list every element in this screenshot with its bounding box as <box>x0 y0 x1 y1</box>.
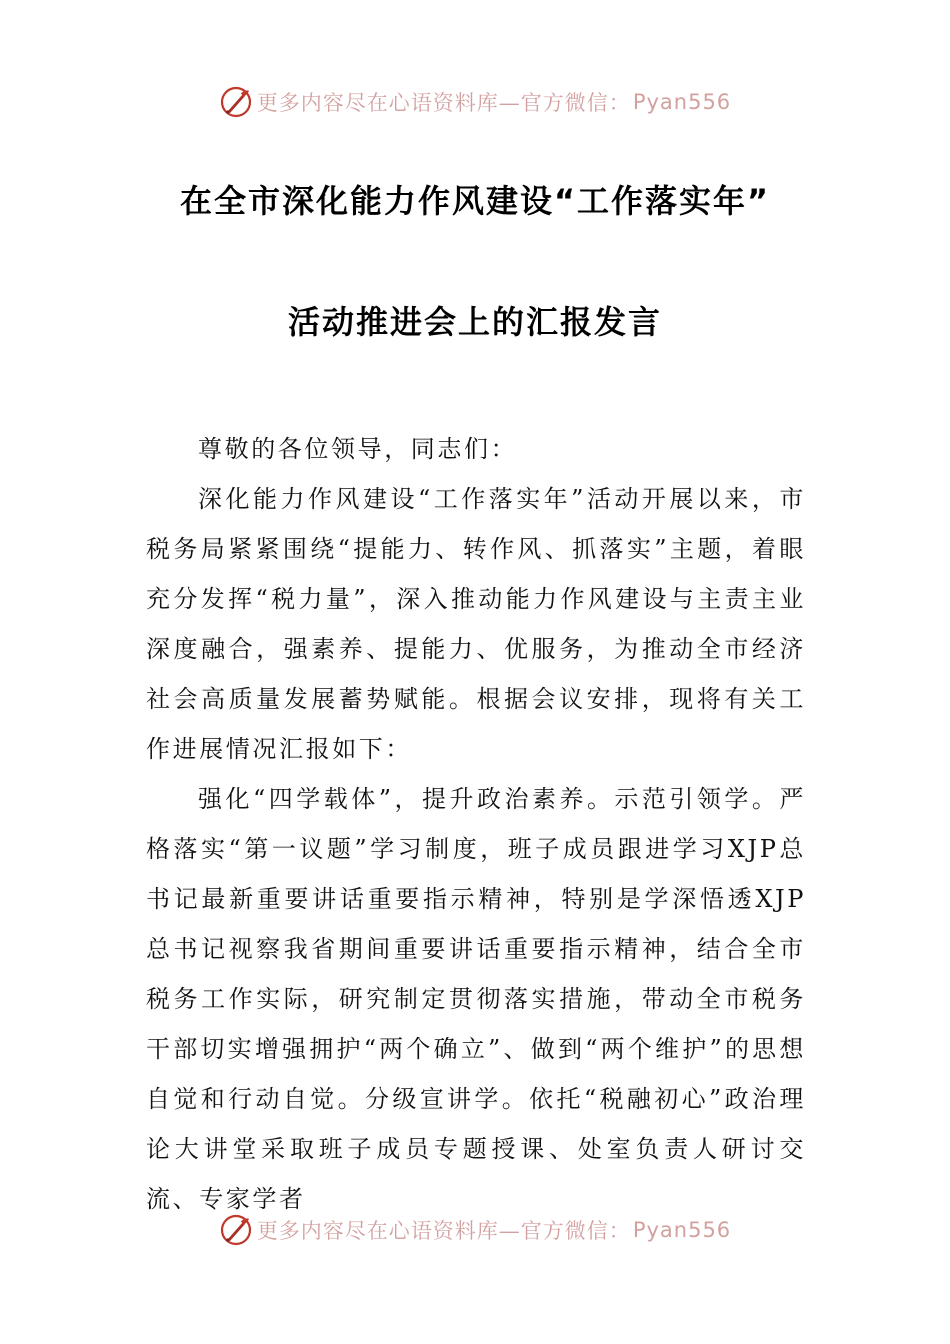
watermark-banner-top <box>0 82 950 122</box>
watermark-banner-bottom <box>0 1210 950 1250</box>
watermark-text: 更多内容尽在心语资料库—官方微信： <box>256 1219 631 1243</box>
document-title-line-1: 在全市深化能力作风建设“工作落实年” <box>179 182 771 220</box>
document-title-line-2: 活动推进会上的汇报发言 <box>287 303 662 341</box>
document-body <box>146 424 806 1224</box>
quill-logo-icon <box>219 1213 253 1247</box>
quill-logo-icon <box>219 85 253 119</box>
salutation-paragraph: 尊敬的各位领导，同志们： <box>198 435 518 463</box>
watermark-wechat-id: Pyan556 <box>632 1218 732 1242</box>
body-paragraph: 深化能力作风建设“工作落实年”活动开展以来，市税务局紧紧围绕“提能力、转作风、抓落实”主题，着眼充分发挥“税力量”，深入推动能力作风建设与主责主业深度融合，强素养、提能力、优服务，为推动全市经济社会高质量发展蓄势赋能。根据会议安排，现将有关工作进展情况汇报如下： <box>146 485 806 763</box>
body-paragraph: 强化“四学载体”，提升政治素养。示范引领学。严格落实“第一议题”学习制度，班子成员跟进学习XJP总书记最新重要讲话重要指示精神，特别是学深悟透XJP总书记视察我省期间重要讲话重要指示精神，结合全市税务工作实际，研究制定贯彻落实措施，带动全市税务干部切实增强拥护“两个确立”、做到“两个维护”的思想自觉和行动自觉。分级宣讲学。依托“税融初心”政治理论大讲堂采取班子成员专题授课、处室负责人研讨交流、专家学者 <box>146 785 806 1213</box>
watermark-text: 更多内容尽在心语资料库—官方微信： <box>256 91 631 115</box>
watermark-wechat-id: Pyan556 <box>632 90 732 114</box>
